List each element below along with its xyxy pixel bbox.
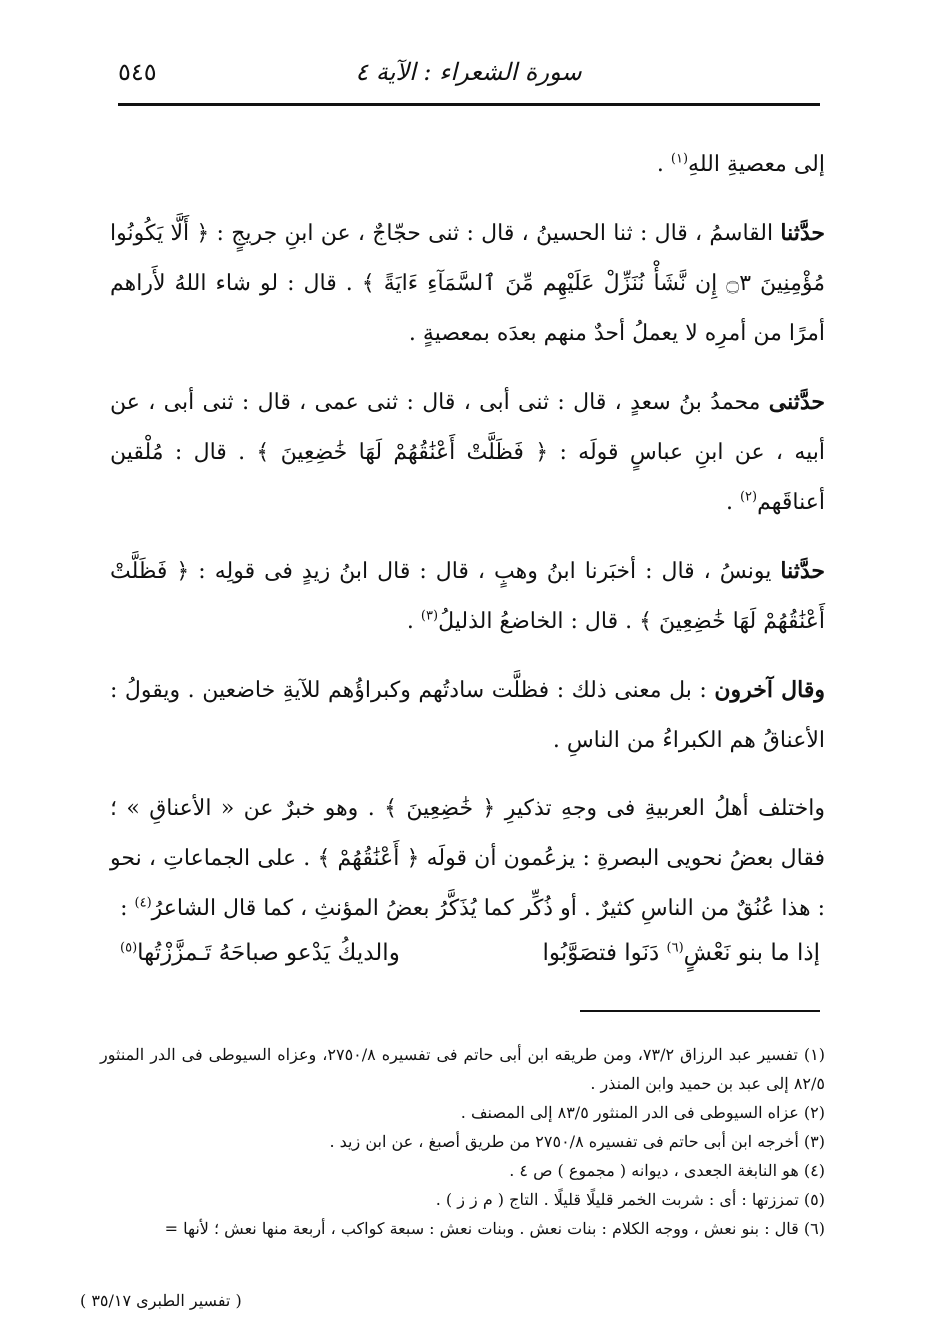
verse-part: دَنَوا فتصَوَّبُوا xyxy=(542,940,660,966)
footnote-ref-2: (٢) xyxy=(739,489,758,505)
verse-hemistich-first xyxy=(543,940,820,966)
footnotes xyxy=(100,1040,825,1243)
page-number: ٥٤٥ xyxy=(118,58,157,86)
page-header xyxy=(118,58,819,98)
footnote-3: (٣) أخرجه ابن أبى حاتم فى تفسيره ٢٧٥٠/٨ من طريق أصبغ ، عن ابن زيد . xyxy=(329,1132,825,1151)
footnote-1: (١) تفسير عبد الرزاق ٧٣/٢، ومن طريقه ابن أبى حاتم فى تفسيره ٢٧٥٠/٨، وعزاه السيوطى فى الدر المنثور ٨٢/٥ إلى عبد بن حميد وابن المنذر . xyxy=(100,1045,826,1093)
footnote-ref-3: (٣) xyxy=(420,608,439,624)
paragraph-text: القاسمُ ، قال : ثنا الحسينُ ، قال : ثنى حجّاجٌ ، عن ابنِ جريجٍ : ﴿ أَلَّا يَكُونُوا مُؤْمِنِينَ ۝٣ إِن نَّشَأْ نُنَزِّلْ عَلَيْهِم مِّنَ ٱلسَّمَآءِ ءَايَةً ﴾ . قال : لو شاء اللهُ لأَراهم أمرًا من أمرِه لا يعملُ أحدٌ منهم بعدَه بمعصيةٍ . xyxy=(110,221,826,346)
paragraph-6 xyxy=(110,784,825,934)
footnote-ref-1: (١) xyxy=(670,151,689,167)
paragraph-text: واختلف أهلُ العربيةِ فى وجهِ تذكيرِ ﴿ خَٰضِعِينَ ﴾ . وهو خبرٌ عن « الأعناقِ » ؛ فقال بعضُ نحويى البصرةِ : يزعُمون أن قولَه ﴿ أَعْنَٰقُهُمْ ﴾ . على الجماعاتِ ، نحو : هذا عُنُقٌ من الناسِ كثيرٌ . أو ذُكِّر كما يُذَكَّرُ بعضُ المؤنثِ ، كما قال الشاعرُ xyxy=(110,796,825,921)
footnote-ref-5: (٥) xyxy=(120,940,138,956)
paragraph-end: . xyxy=(656,152,671,177)
running-title: سورة الشعراء : الآية ٤ xyxy=(355,58,582,86)
paragraph-text: محمدُ بنُ سعدٍ ، قال : ثنى أبى ، قال : ثنى عمى ، قال : ثنى أبى ، عن أبيه ، عن ابنِ عباسٍ قولَه : ﴿ فَظَلَّتْ أَعْنَٰقُهُمْ لَهَا خَٰضِعِينَ ﴾ . قال : مُلْقين أعناقَهم xyxy=(110,390,825,515)
footnote-2: (٢) عزاه السيوطى فى الدر المنثور ٨٣/٥ إلى المصنف . xyxy=(460,1103,825,1122)
paragraph-end: . xyxy=(406,609,421,634)
paragraph-end: : xyxy=(120,896,135,921)
verse-part: والديكُ يَدْعو صباحَهُ xyxy=(218,940,400,966)
paragraph-lead: حدَّثنى xyxy=(768,389,826,415)
paragraph-lead: حدَّثنا xyxy=(780,220,825,246)
footnote-separator xyxy=(580,1010,820,1012)
verse-part: تَـمزَّزْتُها xyxy=(137,940,212,966)
verse-hemistich-second xyxy=(120,940,400,966)
paragraph-3 xyxy=(110,377,825,528)
paragraph-lead: حدَّثنا xyxy=(780,558,825,584)
footnote-5: (٥) تمززتها : أى : شربت الخمر قليلًا قليلًا . التاج ( م ز ز ) . xyxy=(435,1190,825,1209)
main-text xyxy=(110,140,825,952)
paragraph-1 xyxy=(110,140,825,190)
paragraph-2 xyxy=(110,208,825,359)
paragraph-text: يونسُ ، قال : أخبَرنا ابنُ وهبٍ ، قال : قال ابنُ زيدٍ فى قولِه : ﴿ فَظَلَّتْ أَعْنَٰقُهُمْ لَهَا خَٰضِعِينَ ﴾ . قال : الخاضعُ الذليلُ xyxy=(110,559,825,634)
footnote-4: (٤) هو النابغة الجعدى ، ديوانه ( مجموع ) ص ٤ . xyxy=(509,1161,825,1180)
verse-part: إذا ما بنو نَعْشٍ xyxy=(683,940,820,966)
poetry-verse xyxy=(120,940,820,966)
source-signature: ( تفسير الطبرى ٣٥/١٧ ) xyxy=(80,1291,242,1310)
paragraph-lead: وقال آخرون xyxy=(714,677,825,703)
header-rule xyxy=(118,103,820,106)
paragraph-end: . xyxy=(725,490,740,515)
footnote-6: (٦) قال : بنو نعش ، ووجه الكلام : بنات نعش . وبنات نعش : سبعة كواكب ، أربعة منها نعش ؛ لأنها = xyxy=(164,1219,825,1238)
paragraph-5 xyxy=(110,665,825,766)
paragraph-text: : بل معنى ذلك : فظلَّت سادتُهم وكبراؤُهم للآيةِ خاضعين . ويقولُ : الأعناقُ هم الكبراءُ من الناسِ . xyxy=(110,678,825,753)
paragraph-4 xyxy=(110,546,825,647)
footnote-ref-4: (٤) xyxy=(134,895,152,911)
footnote-ref-6: (٦) xyxy=(666,940,684,956)
paragraph-text: إلى معصيةِ اللهِ xyxy=(688,152,825,177)
